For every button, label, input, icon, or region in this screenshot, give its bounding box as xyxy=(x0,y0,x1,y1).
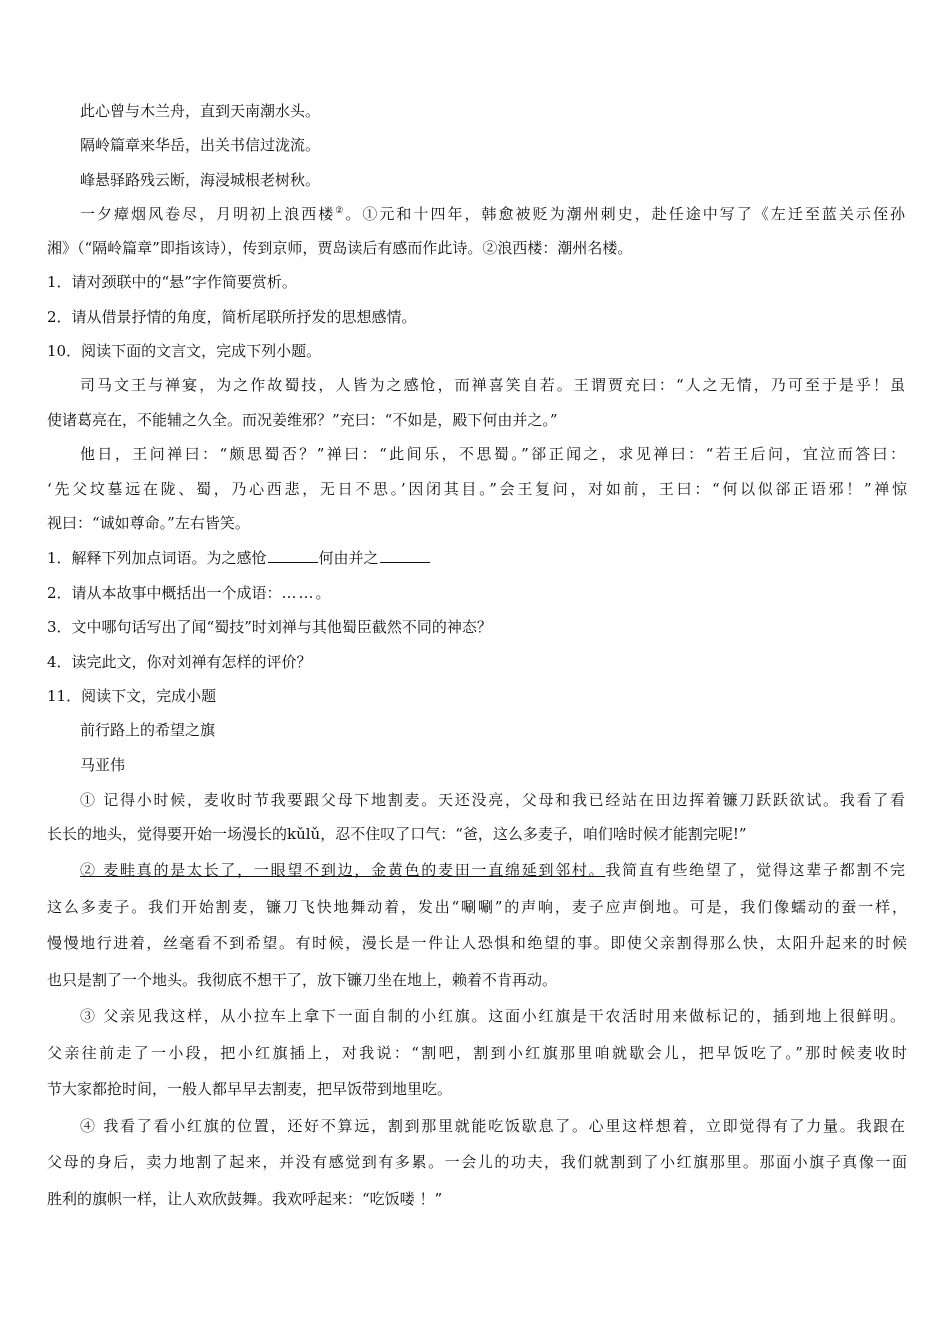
article-paragraph-3: ③ 父亲见我这样，从小拉车上拿下一面自制的小红旗。这面小红旗是干农活时用来做标记的，插到地上很鲜明。 xyxy=(80,1007,905,1025)
article-paragraph-4: ④ 我看了看小红旗的位置，还好不算远，割到那里就能吃饭歇息了。心里这样想着，立即觉得有了力量。我跟在 xyxy=(80,1117,905,1135)
article-paragraph-4-line-2: 父母的身后，卖力地割了起来，并没有感觉到有多累。一会儿的功夫，我们就割到了小红旗那里。那面小旗子真像一面 xyxy=(47,1153,907,1171)
q10-sq1-text-a: 1．解释下列加点词语。为之感怆 xyxy=(47,549,267,567)
q10-heading: 10．阅读下面的文言文，完成下列小题。 xyxy=(47,342,322,360)
article-title: 前行路上的希望之旗 xyxy=(80,721,216,739)
answer-dots: …… xyxy=(281,584,316,602)
q10-subquestion-4: 4．读完此文，你对刘禅有怎样的评价？ xyxy=(47,653,312,671)
article-paragraph-1: ① 记得小时候，麦收时节我要跟父母下地割麦。天还没亮，父母和我已经站在田边挥着镰刀跃跃欲试。我看了看 xyxy=(80,791,905,809)
q10-subquestion-1 xyxy=(47,548,907,568)
article-paragraph-2 xyxy=(80,860,905,880)
underlined-sentence: ② 麦畦真的是太长了，一眼望不到边，金黄色的麦田一直绵延到邻村。 xyxy=(80,861,606,879)
q10-subquestion-2 xyxy=(47,583,907,603)
article-paragraph-2-rest: 我简直有些绝望了，觉得这辈子都割不完 xyxy=(605,861,905,879)
answer-blank-1[interactable] xyxy=(268,548,318,563)
answer-blank-2[interactable] xyxy=(380,548,430,563)
article-paragraph-2-line-4: 也只是割了一个地头。我彻底不想干了，放下镰刀坐在地上，赖着不肯再动。 xyxy=(47,971,558,989)
q10-paragraph-2: 他日，王问禅曰：“颇思蜀否？”禅曰：“此间乐，不思蜀。”郤正闻之，求见禅曰：“若王后问，宜泣而答曰： xyxy=(80,445,905,463)
q10-sq1-text-b: 何由并之 xyxy=(318,549,379,567)
poem-line-3: 峰悬驿路残云断，海浸城根老树秋。 xyxy=(80,171,321,189)
q10-paragraph-1: 司马文王与禅宴，为之作故蜀技，人皆为之感怆，而禅喜笑自若。王谓贾充曰：“人之无情，乃可至于是乎！虽 xyxy=(80,376,905,394)
poem-line-4-text: 一夕瘴烟风卷尽，月明初上浪西楼 xyxy=(80,205,336,223)
article-paragraph-2-line-2: 这么多麦子。我们开始割麦，镰刀飞快地舞动着，发出“唰唰”的声响，麦子应声倒地。可是，我们像蠕动的蚕一样， xyxy=(47,898,907,916)
q10-paragraph-2-end: 视曰：“诚如尊命。”左右皆笑。 xyxy=(47,514,250,532)
article-paragraph-1-cont: 长长的地头，觉得要开始一场漫长的kǔlǔ，忍不住叹了口气：“爸，这么多麦子，咱们啥时候才能割完呢!” xyxy=(47,825,747,843)
article-paragraph-3-line-3: 节大家都抢时间，一般人都早早去割麦，把早饭带到地里吃。 xyxy=(47,1080,453,1098)
poem-line-4 xyxy=(80,204,905,224)
article-paragraph-2-line-3: 慢慢地行进着，丝毫看不到希望。有时候，漫长是一件让人恐惧和绝望的事。即使父亲割得那么快，太阳升起来的时候 xyxy=(47,934,907,952)
q10-paragraph-2-cont: ‘先父坟墓远在陇、蜀，乃心西悲，无日不思。’因闭其目。”会王复问，对如前，王曰：“何以似郤正语邪！”禅惊 xyxy=(47,480,907,498)
poem-line-2: 隔岭篇章来华岳，出关书信过泷流。 xyxy=(80,136,321,154)
q10-subquestion-3: 3．文中哪句话写出了闻“蜀技”时刘禅与其他蜀臣截然不同的神态？ xyxy=(47,618,492,636)
poem-line-1: 此心曾与木兰舟，直到天南潮水头。 xyxy=(80,102,321,120)
footnote-mark: ② xyxy=(335,206,346,216)
article-paragraph-4-line-3: 胜利的旗帜一样，让人欢欣鼓舞。我欢呼起来：“吃饭喽 ！” xyxy=(47,1190,443,1208)
q10-sq2-end: 。 xyxy=(315,584,331,602)
poem-note-text: 。①元和十四年，韩愈被贬为潮州刺史，赴任途中写了《左迁至蓝关示侄孙 xyxy=(345,205,905,223)
article-paragraph-3-line-2: 父亲往前走了一小段，把小红旗插上，对我说：“割吧，割到小红旗那里咱就歇会儿，把早饭吃了。”那时候麦收时 xyxy=(47,1044,907,1062)
q10-sq2-text: 2．请从本故事中概括出一个成语： xyxy=(47,584,282,602)
poem-question-2: 2．请从借景抒情的角度，简析尾联所抒发的思想感情。 xyxy=(47,308,417,326)
poem-note-continued: 湘》（“隔岭篇章”即指该诗），传到京师，贾岛读后有感而作此诗。②浪西楼：潮州名楼。 xyxy=(47,239,633,257)
q11-heading: 11．阅读下文，完成小题 xyxy=(47,687,217,705)
poem-question-1: 1．请对颈联中的“悬”字作简要赏析。 xyxy=(47,273,297,291)
article-author: 马亚伟 xyxy=(80,756,126,774)
q10-paragraph-1-cont: 使诸葛亮在，不能辅之久全。而况姜维邪？”充曰：“不如是，殿下何由并之。” xyxy=(47,411,558,429)
